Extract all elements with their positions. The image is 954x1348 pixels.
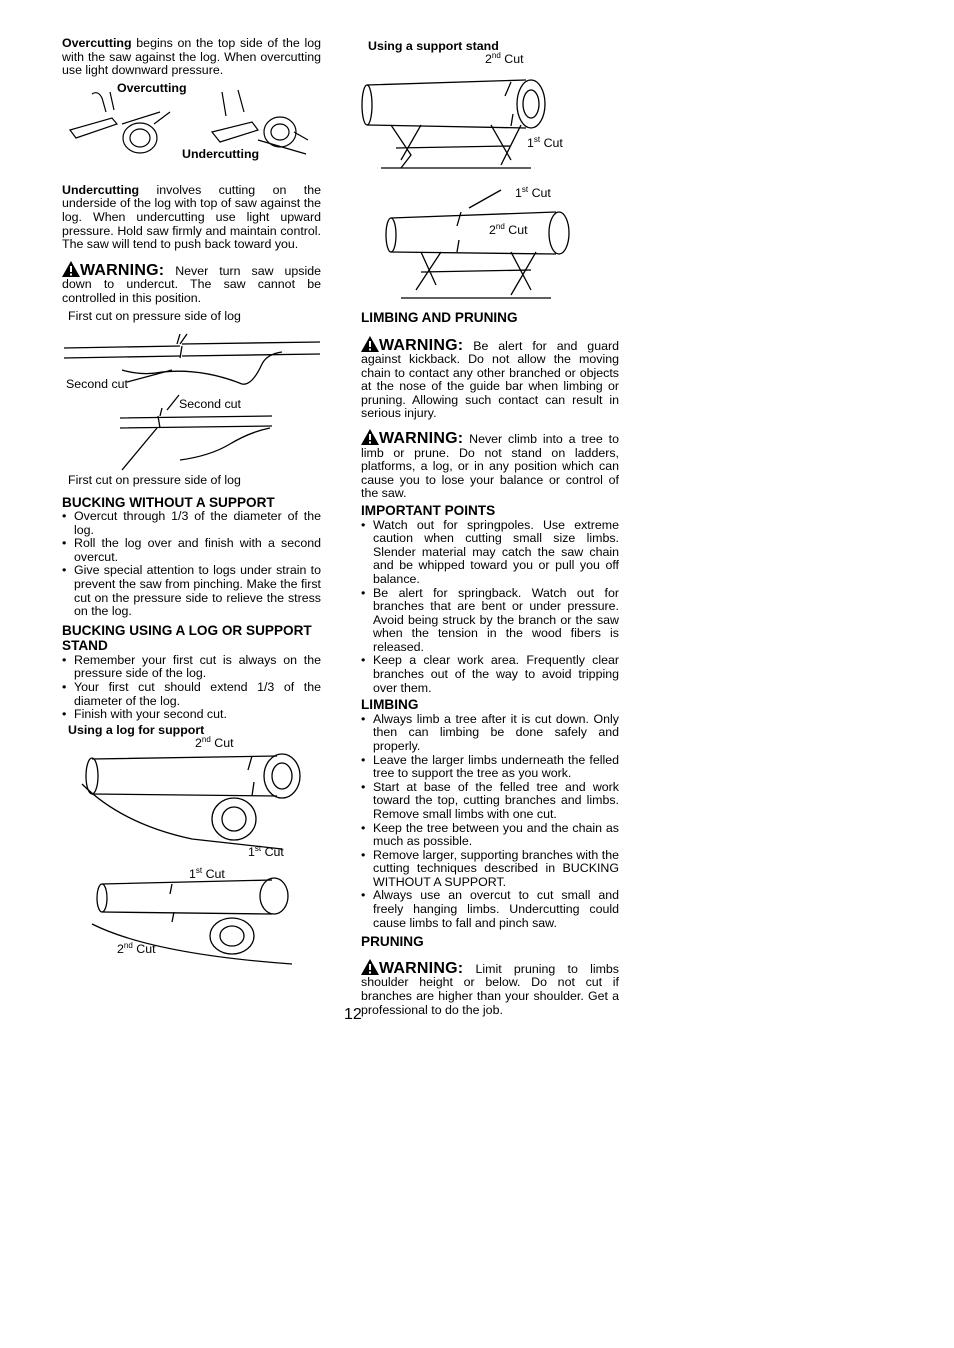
warning-pruning (361, 959, 619, 1017)
warning-text: Be alert for and guard against kickback. Do not allow the moving chain to contact any other branched or objects at the nose of the guide bar when limbing or pruning. Allowing such contact can result in serious injury. (361, 338, 619, 421)
cut1-label-bottom (189, 865, 225, 882)
stand-cut1-top-text: 1st Cut (527, 134, 563, 150)
figure-support-stand (361, 40, 619, 306)
stand-cut1-bottom-text: 1st Cut (515, 184, 551, 200)
list-item: • Roll the log over and finish with a second overcut. (62, 537, 321, 564)
overcutting-paragraph (62, 37, 321, 78)
undercutting-label: Undercutting (182, 146, 260, 161)
list-item: • Start at base of the felled tree and work toward the top, cutting branches and limbs. Remove small limbs with one cut. (361, 781, 619, 822)
stand-cut2-bottom-text: 2nd Cut (489, 221, 528, 237)
warning-text: Never turn saw upside down to undercut. The saw cannot be controlled in this position. (62, 263, 321, 305)
list-item: • Finish with your second cut. (62, 708, 321, 722)
overcutting-label: Overcutting (117, 80, 187, 95)
limbing-title: LIMBING (361, 697, 419, 713)
bucking-without-title: BUCKING WITHOUT A SUPPORT (62, 494, 275, 510)
warning-heading: WARNING: (379, 430, 464, 448)
bucking-using-title: BUCKING USING A LOG OR SUPPORT STAND (62, 622, 312, 654)
cut1-label-top (248, 843, 284, 860)
overcutting-text: begins on the top side of the log with the saw against the log. When overcutting use light downward pressure. (62, 36, 321, 78)
support-stand-title: Using a support stand (368, 39, 499, 53)
cut2-bottom-text: 2nd Cut (117, 940, 156, 956)
warning-upside-down (62, 261, 321, 306)
second-cut-label-1: Second cut (66, 376, 128, 391)
warning-heading: WARNING: (379, 336, 464, 354)
cut1-top-text: 1st Cut (248, 843, 284, 859)
list-item: • Remove larger, supporting branches with the cutting techniques described in BUCKING WITHOUT A SUPPORT. (361, 849, 619, 890)
undercutting-term: Undercutting (62, 182, 140, 197)
limbing-list (361, 713, 619, 931)
bucking-without-list (62, 510, 321, 619)
list-item: • Give special attention to logs under strain to prevent the saw from pinching. Make the first cut on the pressure side to relieve the stress on the log. (62, 564, 321, 618)
figure-pressure-side (62, 310, 321, 495)
cut1-bottom-text: 1st Cut (189, 865, 225, 881)
first-cut-label-bottom: First cut on pressure side of log (68, 472, 241, 487)
warning-triangle-icon (62, 261, 80, 277)
cut2-label-top (195, 734, 234, 751)
warning-triangle-icon (361, 336, 379, 352)
list-item: • Always use an overcut to cut small and freely hanging limbs. Undercutting could cause limbs to fall and pinch saw. (361, 889, 619, 930)
list-item: • Watch out for springpoles. Use extreme caution when cutting small size limbs. Slender material may catch the saw chain and be whipped toward you or pull you off balance. (361, 519, 619, 587)
cut2-label-bottom (117, 940, 156, 957)
important-points-list (361, 519, 619, 696)
first-cut-label-top: First cut on pressure side of log (68, 308, 241, 323)
log-support-title: Using a log for support (68, 722, 205, 737)
warning-climb (361, 429, 619, 501)
warning-triangle-icon (361, 429, 379, 445)
pruning-title: PRUNING (361, 934, 424, 950)
list-item: • Overcut through 1/3 of the diameter of the log. (62, 510, 321, 537)
list-item: • Always limb a tree after it is cut down. Only then can limbing be done safely and properly. (361, 713, 619, 754)
stand-cut1-top (527, 134, 563, 151)
list-item: • Your first cut should extend 1/3 of the diameter of the log. (62, 681, 321, 708)
undercutting-text: involves cutting on the underside of the log with top of saw against the log. When undercutting use light upward pressure. Hold saw firmly and maintain control. The saw will tend to push back toward you. (62, 182, 321, 252)
figure-log-support (62, 724, 321, 972)
warning-kickback (361, 336, 619, 422)
list-item: • Keep the tree between you and the chain as much as possible. (361, 822, 619, 849)
list-item: • Leave the larger limbs underneath the felled tree to support the tree as you work. (361, 754, 619, 781)
figure-over-undercutting (62, 82, 321, 182)
chainsaw-cutting-illustration (62, 82, 321, 182)
support-stand-illustration (361, 40, 619, 306)
warning-text: Limit pruning to limbs shoulder height or below. Do not cut if branches are higher than your shoulder. Get a professional to do the job. (361, 961, 619, 1017)
overcutting-term: Overcutting (62, 36, 132, 50)
left-column (62, 37, 321, 972)
cut2-top-text: 2nd Cut (195, 734, 234, 750)
warning-heading: WARNING: (80, 261, 165, 279)
important-points-title: IMPORTANT POINTS (361, 503, 496, 519)
warning-triangle-icon (361, 959, 379, 975)
list-item: • Keep a clear work area. Frequently clear branches out of the way to avoid tripping over them. (361, 654, 619, 695)
undercutting-paragraph (62, 184, 321, 252)
warning-text: Never climb into a tree to limb or prune. Do not stand on ladders, platforms, a log, or in any position which can cause you to lose your balance or control of the saw. (361, 432, 619, 501)
page-number: 12 (344, 1006, 362, 1023)
stand-cut2-bottom (489, 221, 528, 238)
list-item: • Remember your first cut is always on the pressure side of the log. (62, 654, 321, 681)
stand-cut2-top (485, 50, 524, 67)
right-column (361, 40, 619, 1017)
second-cut-label-2: Second cut (179, 396, 241, 411)
limbing-pruning-title: LIMBING AND PRUNING (361, 310, 518, 325)
stand-cut1-bottom (515, 184, 551, 201)
list-item: • Be alert for springback. Watch out for branches that are bent or under pressure. Avoid being struck by the branch or the saw when the tension in the wood fibers is released. (361, 587, 619, 655)
bucking-using-list (62, 654, 321, 722)
stand-cut2-top-text: 2nd Cut (485, 50, 524, 66)
warning-heading: WARNING: (379, 959, 464, 977)
